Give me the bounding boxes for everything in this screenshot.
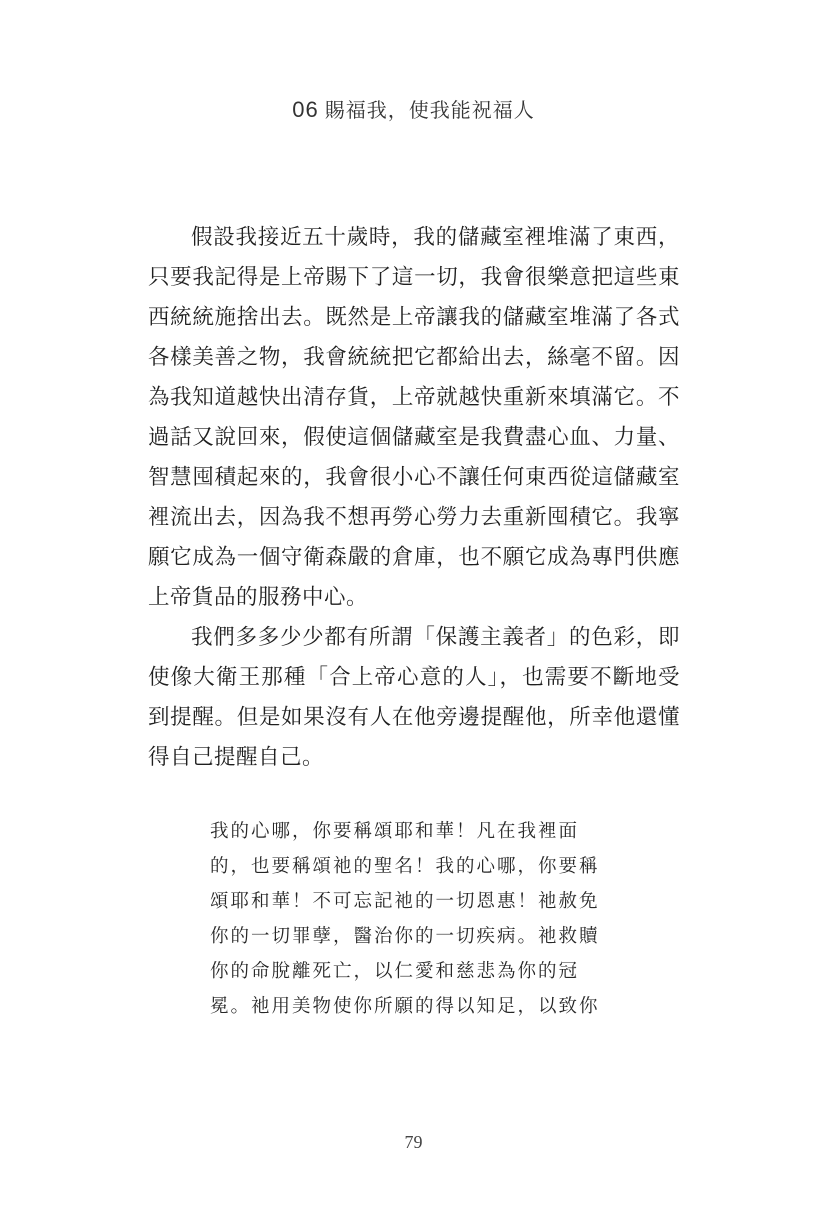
chapter-number: 06	[292, 97, 319, 122]
chapter-title: 賜福我，使我能祝福人	[324, 98, 535, 122]
paragraph: 我們多多少少都有所謂「保護主義者」的色彩，即使像大衛王那種「合上帝心意的人」，也需要不斷地受到提醒。但是如果沒有人在他旁邊提醒他，所幸他還懂得自己提醒自己。	[148, 625, 680, 770]
quote-line: 頌耶和華！不可忘記祂的一切恩惠！祂赦免	[210, 891, 600, 912]
quote-line: 冕。祂用美物使你所願的得以知足，以致你	[210, 996, 600, 1017]
quote-line: 你的命脫離死亡，以仁愛和慈悲為你的冠	[210, 961, 580, 982]
quote-line: 你的一切罪孽，醫治你的一切疾病。祂救贖	[210, 926, 600, 947]
page-number: 79	[404, 1132, 423, 1152]
scripture-quote	[210, 814, 630, 1024]
quote-line: 我的心哪，你要稱頌耶和華！凡在我裡面	[210, 821, 580, 842]
paragraph: 假設我接近五十歲時，我的儲藏室裡堆滿了東西，只要我記得是上帝賜下了這一切，我會很樂意把這些東西統統施捨出去。既然是上帝讓我的儲藏室堆滿了各式各樣美善之物，我會統統把它都給出去，絲毫不留。因為我知道越快出清存貨，上帝就越快重新來填滿它。不過話又說回來，假使這個儲藏室是我費盡心血、力量、智慧囤積起來的，我會很小心不讓任何東西從這儲藏室裡流出去，因為我不想再勞心勞力去重新囤積它。我寧願它成為一個守衛森嚴的倉庫，也不願它成為專門供應上帝貨品的服務中心。	[148, 225, 680, 610]
quote-line: 的，也要稱頌祂的聖名！我的心哪，你要稱	[210, 856, 600, 877]
body-text	[148, 218, 680, 778]
running-header	[0, 94, 827, 123]
